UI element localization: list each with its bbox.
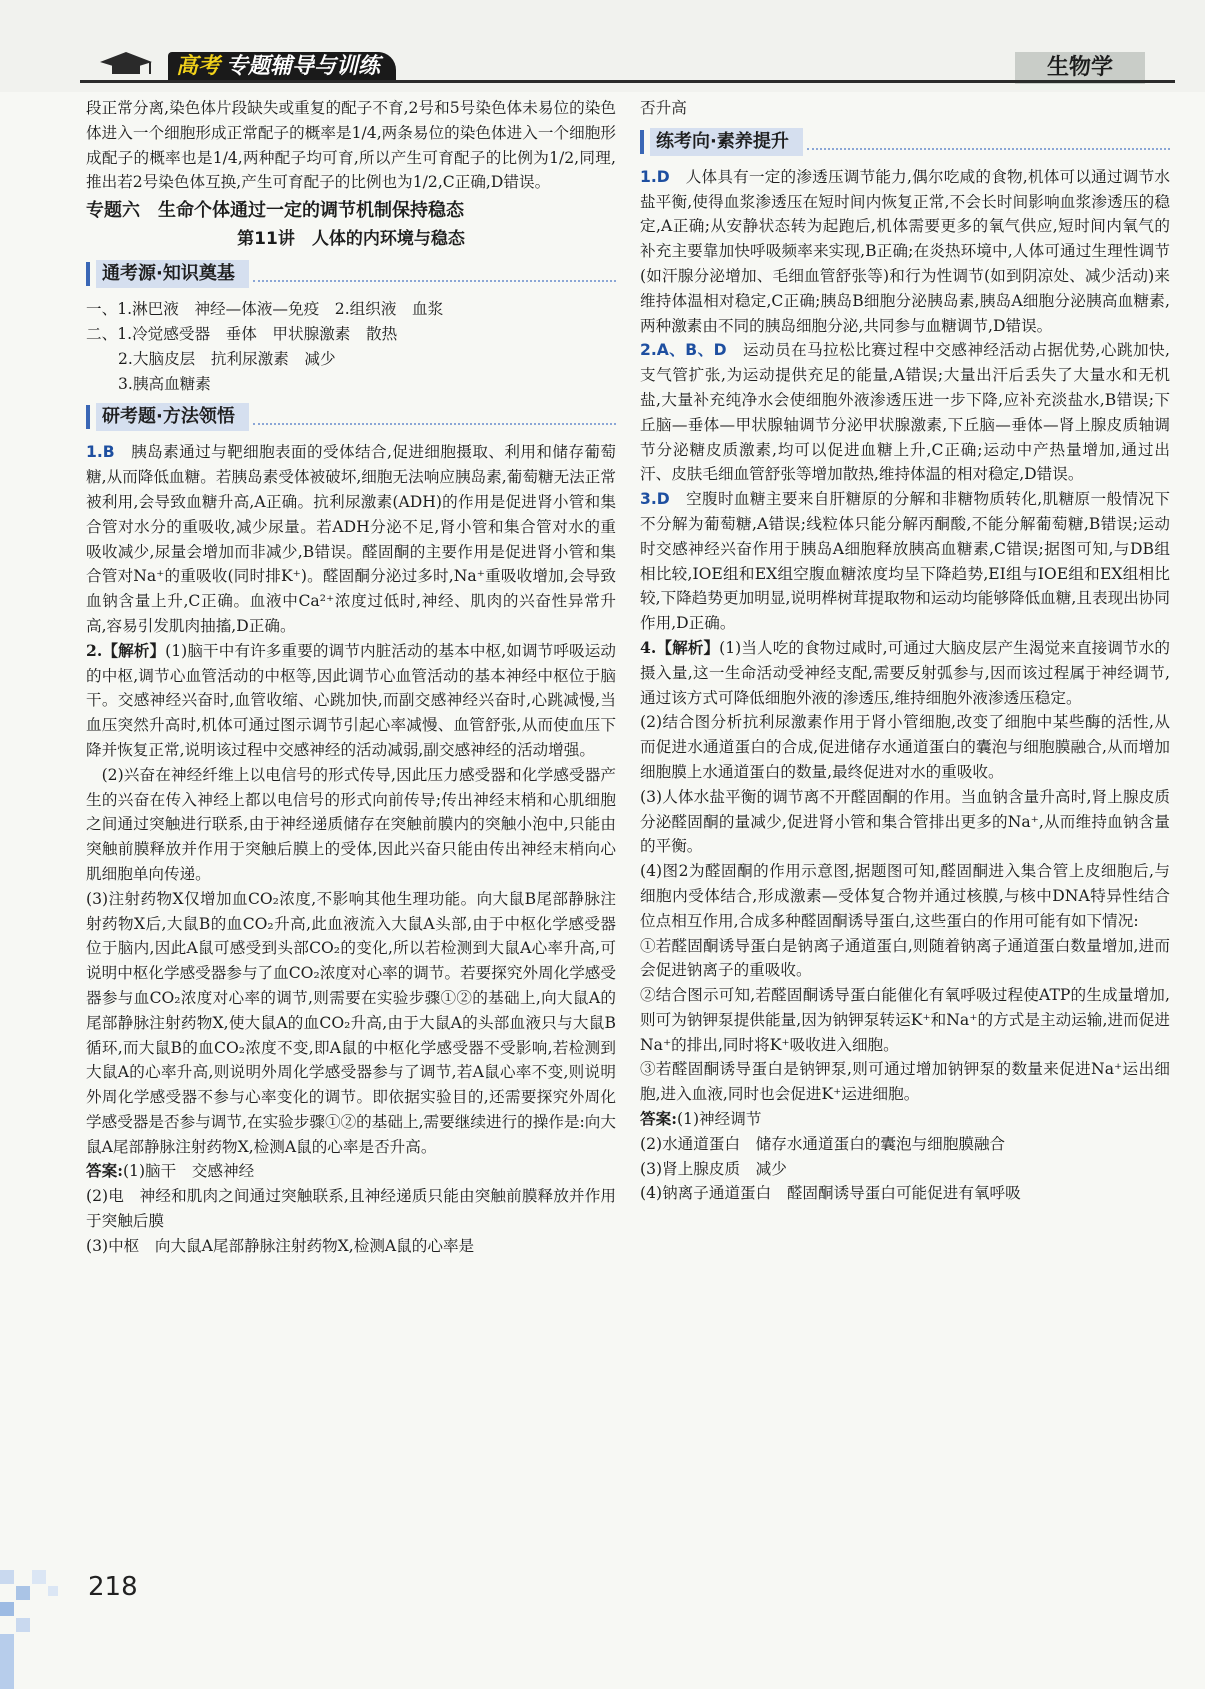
answer-item-2 [640, 338, 1170, 487]
header-rule [80, 80, 1175, 83]
graduation-cap-icon [96, 48, 156, 78]
page-header [0, 0, 1205, 92]
knowledge-line: 2.大脑皮层 抗利尿激素 减少 [118, 349, 336, 368]
answer-item-2 [86, 639, 616, 763]
answer-paragraph: (4)图2为醛固酮的作用示意图,据题图可知,醛固酮进入集合管上皮细胞后,与细胞内受体结合,形成激素—受体复合物并通过核膜,与核中DNA特异性结合位点相互作用,合成多种醛固酮诱导蛋白,这些蛋白的作用可能有如下情况: [640, 862, 1170, 930]
answer-item-3 [640, 487, 1170, 636]
answer-number: 1.B [86, 443, 115, 462]
final-answer-line: (2)电 神经和肌肉之间通过突触联系,且神经递质只能由突触前膜释放并作用于突触后膜 [86, 1187, 616, 1231]
final-answer-line: (4)钠离子通道蛋白 醛固酮诱导蛋白可能促进有氧呼吸 [640, 1184, 1021, 1203]
answer-item-1 [640, 165, 1170, 339]
answer-text: 运动员在马拉松比赛过程中交感神经活动占据优势,心跳加快,支气管扩张,为运动提供充足的能量,A错误;大量出汗后丢失了大量水和无机盐,大量补充纯净水会使细胞外液渗透压进一步下降,应补充淡盐水,B错误;下丘脑—垂体—甲状腺轴调节分泌甲状腺激素,下丘脑—垂体—肾上腺皮质轴调节分泌糖皮质激素,均可以促进血糖上升,C正确;运动中产热量增加,通过出汗、皮肤毛细血管舒张等增加散热,维持体温的相对稳定,D错误。 [640, 341, 1170, 484]
answer-label: 答案: [640, 1109, 677, 1129]
answer-paragraph: (3)注射药物X仅增加血CO₂浓度,不影响其他生理功能。向大鼠B尾部静脉注射药物X后,大鼠B的血CO₂升高,此血液流入大鼠A头部,由于中枢化学感受器位于脑内,因此A鼠可感受到头部CO₂的变化,所以若检测到大鼠A心率升高,可说明中枢化学感受器参与了血CO₂浓度对心率的调节。若要探究外周化学感受器参与血CO₂浓度对心率的调节,则需要在实验步骤①②的基础上,向大鼠A的尾部静脉注射药物X,使大鼠A的血CO₂升高,由于大鼠A的头部血液只与大鼠B循环,而大鼠B的血CO₂浓度不变,即A鼠的中枢化学感受器不受影响,若检测到大鼠A的心率升高,则说明外周化学感受器参与了调节,若A鼠心率不变,则说明外周化学感受器不参与心率变化的调节。即依据实验目的,还需要探究外周化学感受器是否参与调节,在实验步骤①②的基础上,需要继续进行的操作是:向大鼠A尾部静脉注射药物X,检测A鼠的心率是否升高。 [86, 889, 616, 1156]
answer-text: (1)脑干中有许多重要的调节内脏活动的基本中枢,如调节呼吸运动的中枢,调节心血管活动的中枢等,因此调节心血管活动的基本神经中枢位于脑干。交感神经兴奋时,血管收缩、心跳加快,而副交感神经兴奋时,心跳减慢,当血压突然升高时,机体可通过图示调节引起心率减慢、血管舒张,从而使血压下降并恢复正常,说明该过程中交感神经的活动减弱,副交感神经的活动增强。 [86, 641, 617, 759]
book-title-rest: 专题辅导与训练 [226, 54, 381, 79]
answer-paragraph: ①若醛固酮诱导蛋白是钠离子通道蛋白,则随着钠离子通道蛋白数量增加,进而会促进钠离子的重吸收。 [640, 936, 1170, 980]
topic-heading: 专题六 生命个体通过一定的调节机制保持稳态 [86, 200, 464, 222]
answer-item-4 [640, 636, 1170, 710]
section-header-method [86, 402, 616, 432]
final-answer-line: (2)水通道蛋白 储存水通道蛋白的囊泡与细胞膜融合 [640, 1134, 1006, 1153]
section-label: 通考源·知识奠基 [96, 260, 249, 288]
final-answer [86, 1159, 616, 1184]
paragraph-continuation: 否升高 [640, 99, 687, 117]
answer-text: (1)神经调节 [676, 1110, 762, 1129]
page-number: 218 [88, 1572, 138, 1602]
answer-number: 2.A、B、D [640, 341, 727, 360]
subject-label: 生物学 [1015, 52, 1145, 84]
answer-text: 人体具有一定的渗透压调节能力,偶尔吃咸的食物,机体可以通过调节水盐平衡,使得血浆渗透压在短时间内恢复正常,不会长时间影响血浆渗透压的稳定,A正确;从安静状态转为起跑后,机体需要更多的氧气供应,短时间内氧气的补充主要靠加快呼吸频率来实现,B正确;在炎热环境中,人体可通过生理性调节(如汗腺分泌增加、毛细血管舒张等)和行为性调节(如到阴凉处、减少活动)来维持体温相对稳定,C正确;胰岛B细胞分泌胰岛素,胰岛A细胞分泌胰高血糖素,两种激素由不同的胰岛细胞分泌,共同参与血糖调节,D错误。 [640, 167, 1170, 335]
section-label: 练考向·素养提升 [650, 128, 803, 156]
section-label: 研考题·方法领悟 [96, 403, 249, 431]
answer-paragraph: ③若醛固酮诱导蛋白是钠钾泵,则可通过增加钠钾泵的数量来促进Na⁺运出细胞,进入血液,同时也会促进K⁺运进细胞。 [640, 1060, 1170, 1104]
knowledge-line: 二、1.冷觉感受器 垂体 甲状腺激素 散热 [86, 324, 398, 343]
knowledge-line: 3.胰高血糖素 [118, 374, 211, 393]
corner-decoration [0, 1560, 84, 1689]
answer-paragraph: (2)结合图分析抗利尿激素作用于肾小管细胞,改变了细胞中某些酶的活性,从而促进水通道蛋白的合成,促进储存水通道蛋白的囊泡与细胞膜融合,从而增加细胞膜上水通道蛋白的数量,最终促进对水的重吸收。 [640, 713, 1170, 781]
knowledge-line: 一、1.淋巴液 神经—体液—免疫 2.组织液 血浆 [86, 300, 444, 319]
answer-item-1 [86, 440, 616, 638]
book-title [168, 52, 396, 82]
book-title-highlight: 高考 [176, 54, 221, 79]
final-answer-line: (3)肾上腺皮质 减少 [640, 1159, 787, 1178]
answer-number: 1.D [640, 167, 670, 186]
answer-paragraph: (2)兴奋在神经纤维上以电信号的形式传导,因此压力感受器和化学感受器产生的兴奋在传入神经上都以电信号的形式向前传导;传出神经末梢和心肌细胞之间通过突触进行联系,由于神经递质储存在突触前膜内的突触小泡中,只能由突触前膜释放并作用于突触后膜上的受体,因此兴奋只能由传出神经末梢向心肌细胞单向传递。 [86, 765, 616, 883]
section-header-practice [640, 127, 1170, 157]
right-column [640, 96, 1170, 1206]
answer-number: 2.【解析】 [86, 640, 166, 660]
answer-text: 空腹时血糖主要来自肝糖原的分解和非糖物质转化,肌糖原一般情况下不分解为葡萄糖,A错误;线粒体只能分解丙酮酸,不能分解葡萄糖,B错误;运动时交感神经兴奋作用于胰岛A细胞释放胰高血糖素,C错误;据图可知,与DB组相比较,IOE组和EX组空腹血糖浓度均呈下降趋势,EI组与IOE组和EX组相比较,下降趋势更加明显,说明桦树茸提取物和运动均能够降低血糖,且表现出协同作用,D正确。 [640, 490, 1170, 633]
paragraph-continuation: 段正常分离,染色体片段缺失或重复的配子不育,2号和5号染色体未易位的染色体进入一个细胞形成正常配子的概率是1/4,两条易位的染色体进入一个细胞形成配子的概率也是1/4,两种配子均可育,所以产生可育配子的比例为1/2,同理,推出若2号染色体互换,产生可育配子的比例也为1/2,C正确,D错误。 [86, 99, 616, 192]
answer-text: 胰岛素通过与靶细胞表面的受体结合,促进细胞摄取、利用和储存葡萄糖,从而降低血糖。若胰岛素受体被破坏,细胞无法响应胰岛素,葡萄糖无法正常被利用,会导致血糖升高,A正确。抗利尿激素(ADH)的作用是促进肾小管和集合管对水分的重吸收,减少尿量。若ADH分泌不足,肾小管和集合管对水的重吸收减少,尿量会增加而非减少,B错误。醛固酮的主要作用是促进肾小管和集合管对Na⁺的重吸收(同时排K⁺)。醛固酮分泌过多时,Na⁺重吸收增加,会导致血钠含量上升,C正确。血液中Ca²⁺浓度过低时,神经、肌肉的兴奋性异常升高,容易引发肌肉抽搐,D正确。 [86, 443, 616, 635]
lecture-heading: 第11讲 人体的内环境与稳态 [237, 229, 465, 250]
answer-paragraph: (3)人体水盐平衡的调节离不开醛固酮的作用。当血钠含量升高时,肾上腺皮质分泌醛固酮的量减少,促进肾小管和集合管排出更多的Na⁺,从而维持血钠含量的平衡。 [640, 787, 1170, 856]
answer-number: 3.D [640, 490, 670, 509]
section-header-knowledge [86, 259, 616, 289]
final-answer [640, 1107, 1170, 1132]
answer-text: (1)当人吃的食物过咸时,可通过大脑皮层产生渴觉来直接调节水的摄入量,这一生命活动受神经支配,需要反射弧参与,因而该过程属于神经调节,通过该方式可降低细胞外液的渗透压,维持细胞外液渗透压稳定。 [640, 638, 1171, 707]
final-answer-line: (3)中枢 向大鼠A尾部静脉注射药物X,检测A鼠的心率是 [86, 1236, 475, 1255]
answer-paragraph: ②结合图示可知,若醛固酮诱导蛋白能催化有氧呼吸过程使ATP的生成量增加,则可为钠钾泵提供能量,因为钠钾泵转运K⁺和Na⁺的方式是主动运输,进而促进Na⁺的排出,同时将K⁺吸收进入细胞。 [640, 986, 1170, 1054]
answer-label: 答案: [86, 1161, 123, 1181]
answer-text: (1)脑干 交感神经 [122, 1162, 255, 1181]
answer-number: 4.【解析】 [640, 637, 720, 657]
left-column [86, 96, 616, 1259]
